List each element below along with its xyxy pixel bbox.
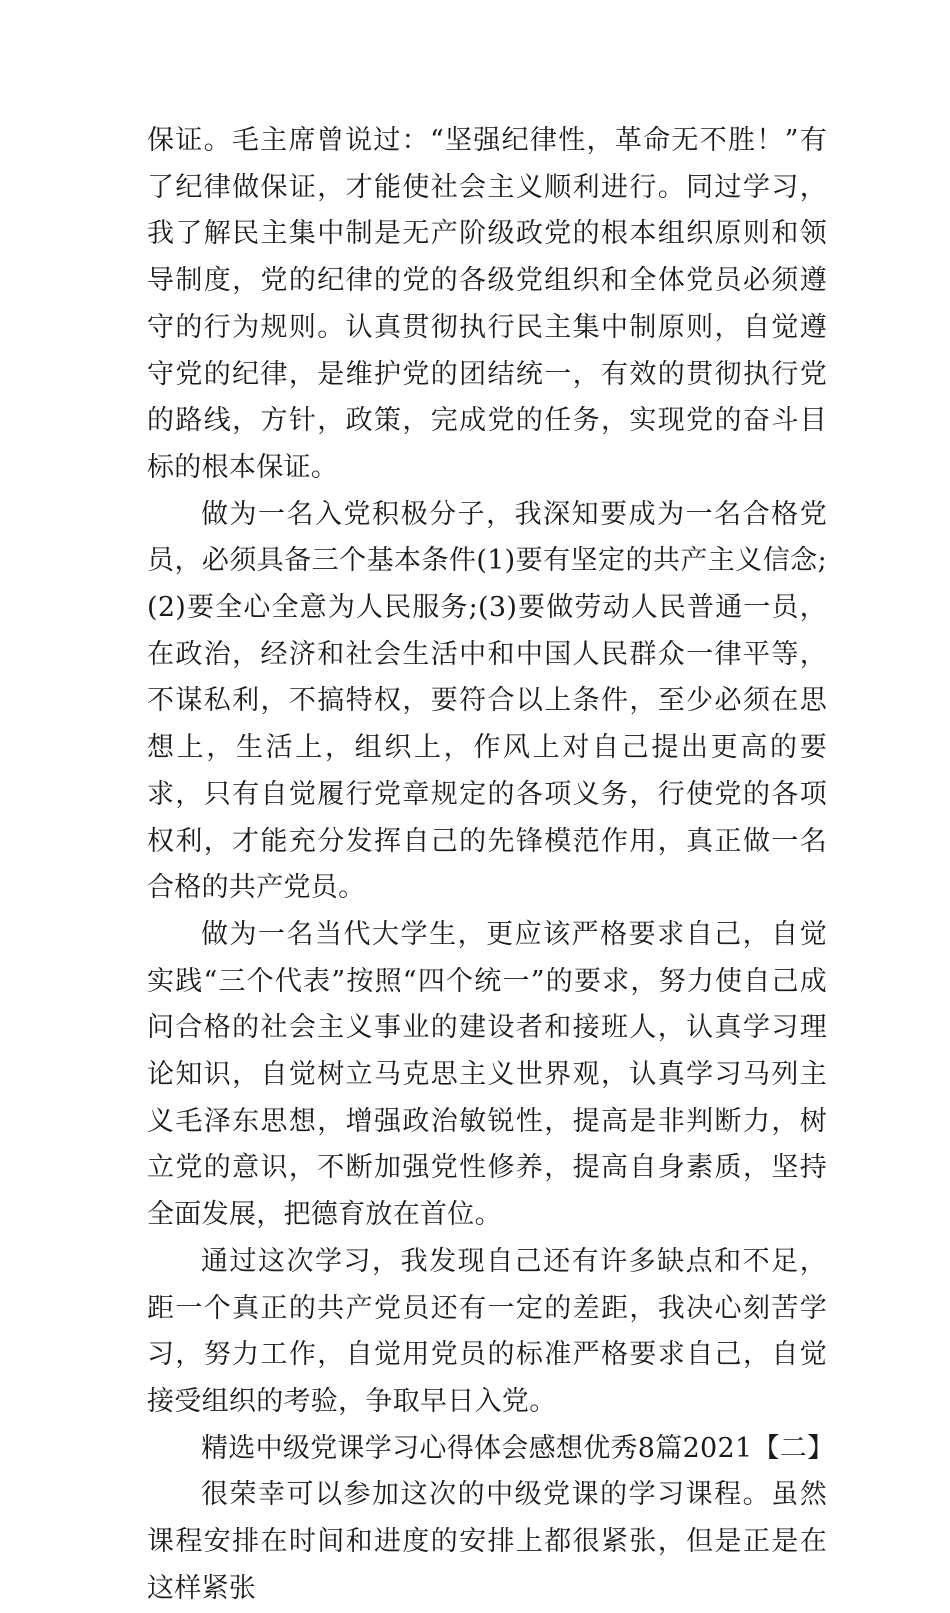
paragraph-intro: 很荣幸可以参加这次的中级党课的学习课程。虽然课程安排在时间和进度的安排上都很紧张，但是正是在这样紧张 (147, 1479, 827, 1604)
paragraph-qualified-member: 做为一名入党积极分子，我深知要成为一名合格党员，必须具备三个基本条件(1)要有坚定的共产主义信念;(2)要全心全意为人民服务;(3)要做劳动人民普通一员，在政治，经济和社会生活中和中国人民群众一律平等，不谋私利，不搞特权，要符合以上条件，至少必须在思想上，生活上，组织上，作风上对自己提出更高的要求，只有自觉履行党章规定的各项义务，行使党的各项权利，才能充分发挥自己的先锋模范作用，真正做一名合格的共产党员。 (147, 498, 827, 904)
section-heading: 精选中级党课学习心得体会感想优秀8篇2021【二】 (201, 1432, 835, 1464)
paragraph-college-student: 做为一名当代大学生，更应该严格要求自己，自觉实践“三个代表”按照“四个统一”的要求，努力使自己成问合格的社会主义事业的建设者和接班人，认真学习理论知识，自觉树立马克思主义世界观，认真学习马列主义毛泽东思想，增强政治敏锐性，提高是非判断力，树立党的意识，不断加强党性修养，提高自身素质，坚持全面发展，把德育放在首位。 (147, 918, 827, 1231)
paragraph-discipline: 保证。毛主席曾说过：“坚强纪律性，革命无不胜！”有了纪律做保证，才能使社会主义顺利进行。同过学习，我了解民主集中制是无产阶级政党的根本组织原则和领导制度，党的纪律的党的各级党组织和全体党员必须遵守的行为规则。认真贯彻执行民主集中制原则，自觉遵守党的纪律，是维护党的团结统一，有效的贯彻执行党的路线，方针，政策，完成党的任务，实现党的奋斗目标的根本保证。 (147, 125, 827, 483)
paragraph-conclusion: 通过这次学习，我发现自己还有许多缺点和不足，距一个真正的共产党员还有一定的差距，我决心刻苦学习，努力工作，自觉用党员的标准严格要求自己，自觉接受组织的考验，争取早日入党。 (147, 1245, 827, 1417)
document-body (147, 118, 835, 1613)
